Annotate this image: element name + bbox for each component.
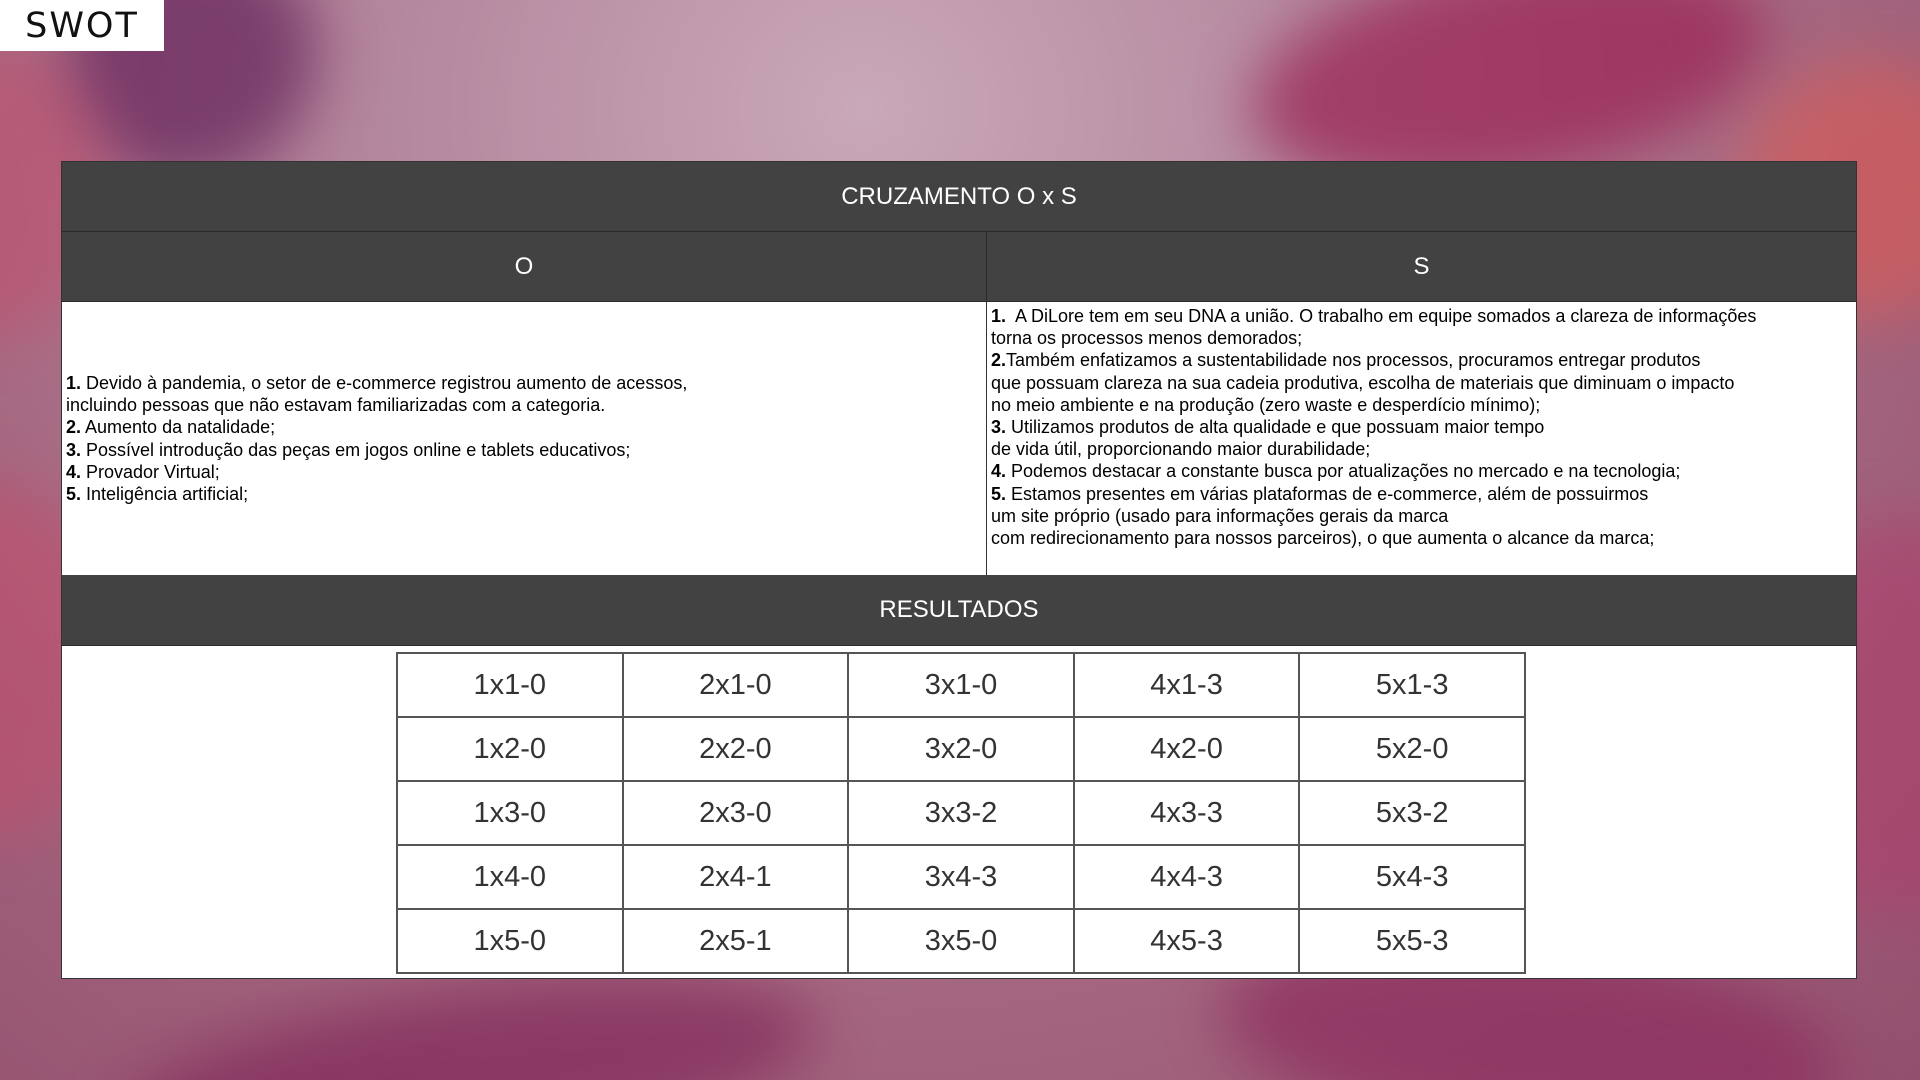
results-row — [397, 781, 1525, 845]
swot-cross-table — [61, 161, 1857, 979]
column-header-s: S — [987, 232, 1856, 302]
results-grid — [396, 652, 1526, 974]
column-header-o: O — [62, 232, 987, 302]
strength-line — [991, 505, 1856, 527]
opportunity-line — [66, 439, 687, 461]
results-header: RESULTADOS — [62, 575, 1856, 646]
results-cell: 2x1-0 — [623, 653, 849, 717]
opportunity-line-number: 5. — [66, 483, 82, 504]
results-cell: 4x3-3 — [1074, 781, 1300, 845]
strength-line — [991, 416, 1856, 438]
strength-line-text: torna os processos menos demorados; — [991, 328, 1303, 349]
results-cell: 3x2-0 — [848, 717, 1074, 781]
results-cell: 2x4-1 — [623, 845, 849, 909]
results-cell: 4x5-3 — [1074, 909, 1300, 973]
opportunity-line — [66, 461, 687, 483]
opportunity-line-text: Inteligência artificial; — [81, 483, 249, 504]
strength-line-number: 4. — [991, 461, 1007, 482]
opportunity-line-text: Provador Virtual; — [81, 461, 220, 482]
strength-line — [991, 305, 1856, 327]
strength-line-text: Utilizamos produtos de alta qualidade e que possuam maior tempo — [1006, 417, 1545, 438]
strength-line-number: 5. — [991, 483, 1007, 504]
strength-line-text: Podemos destacar a constante busca por atualizações no mercado e na tecnologia; — [1006, 461, 1681, 482]
results-cell: 1x1-0 — [397, 653, 623, 717]
results-cell: 4x1-3 — [1074, 653, 1300, 717]
strength-line — [991, 527, 1856, 549]
opportunity-line-number: 2. — [66, 417, 82, 438]
opportunities-cell — [62, 302, 987, 575]
opportunity-line — [66, 372, 687, 394]
strength-line — [991, 349, 1856, 371]
results-cell: 4x2-0 — [1074, 717, 1300, 781]
results-row — [397, 717, 1525, 781]
results-cell: 3x5-0 — [848, 909, 1074, 973]
opportunity-line-text: Devido à pandemia, o setor de e-commerce registrou aumento de acessos, — [81, 372, 688, 393]
results-cell: 1x3-0 — [397, 781, 623, 845]
opportunity-line-text: incluindo pessoas que não estavam familiarizadas com a categoria. — [66, 395, 606, 416]
strengths-cell — [987, 302, 1856, 575]
results-row — [397, 845, 1525, 909]
results-cell: 5x1-3 — [1299, 653, 1525, 717]
opportunity-line-text: Possível introdução das peças em jogos online e tablets educativos; — [81, 439, 631, 460]
results-cell: 2x5-1 — [623, 909, 849, 973]
results-cell: 5x3-2 — [1299, 781, 1525, 845]
results-cell: 1x5-0 — [397, 909, 623, 973]
strength-line-text: A DiLore tem em seu DNA a união. O trabalho em equipe somados a clareza de informações — [1006, 306, 1757, 326]
results-row — [397, 653, 1525, 717]
results-cell: 5x2-0 — [1299, 717, 1525, 781]
opportunity-line-number: 3. — [66, 439, 82, 460]
opportunity-line-text: Aumento da natalidade; — [81, 417, 276, 438]
strength-line-text: no meio ambiente e na produção (zero waste e desperdício mínimo); — [991, 394, 1541, 415]
strength-line-number: 1. — [991, 306, 1007, 326]
table-title: CRUZAMENTO O x S — [62, 162, 1856, 232]
strength-line-number: 3. — [991, 417, 1007, 438]
results-cell: 3x4-3 — [848, 845, 1074, 909]
opportunity-line — [66, 483, 687, 505]
strength-line — [991, 438, 1856, 460]
strength-line-text: que possuam clareza na sua cadeia produtiva, escolha de materiais que diminuam o impacto — [991, 372, 1735, 393]
strength-line-text: um site próprio (usado para informações gerais da marca — [991, 505, 1449, 526]
results-cell: 1x2-0 — [397, 717, 623, 781]
opportunity-line — [66, 416, 687, 438]
results-cell: 5x4-3 — [1299, 845, 1525, 909]
opportunity-line-number: 1. — [66, 372, 82, 393]
strength-line — [991, 394, 1856, 416]
strength-line — [991, 327, 1856, 349]
strength-line-text: Também enfatizamos a sustentabilidade nos processos, procuramos entregar produtos — [1006, 350, 1701, 371]
results-cell: 2x3-0 — [623, 781, 849, 845]
results-row — [397, 909, 1525, 973]
strength-line-text: de vida útil, proporcionando maior durabilidade; — [991, 439, 1371, 460]
slide-label: SWOT — [0, 0, 164, 51]
strength-line — [991, 372, 1856, 394]
opportunity-line-number: 4. — [66, 461, 82, 482]
results-cell: 3x3-2 — [848, 781, 1074, 845]
strength-line — [991, 460, 1856, 482]
strength-line-text: com redirecionamento para nossos parceiros), o que aumenta o alcance da marca; — [991, 528, 1655, 549]
results-cell: 4x4-3 — [1074, 845, 1300, 909]
results-cell: 1x4-0 — [397, 845, 623, 909]
results-cell: 3x1-0 — [848, 653, 1074, 717]
results-cell: 2x2-0 — [623, 717, 849, 781]
opportunity-line — [66, 394, 687, 416]
strength-line-text: Estamos presentes em várias plataformas de e-commerce, além de possuirmos — [1006, 483, 1649, 504]
results-cell: 5x5-3 — [1299, 909, 1525, 973]
strength-line — [991, 483, 1856, 505]
strength-line-number: 2. — [991, 350, 1007, 371]
strengths-list — [991, 305, 1856, 549]
opportunities-list — [66, 372, 687, 505]
